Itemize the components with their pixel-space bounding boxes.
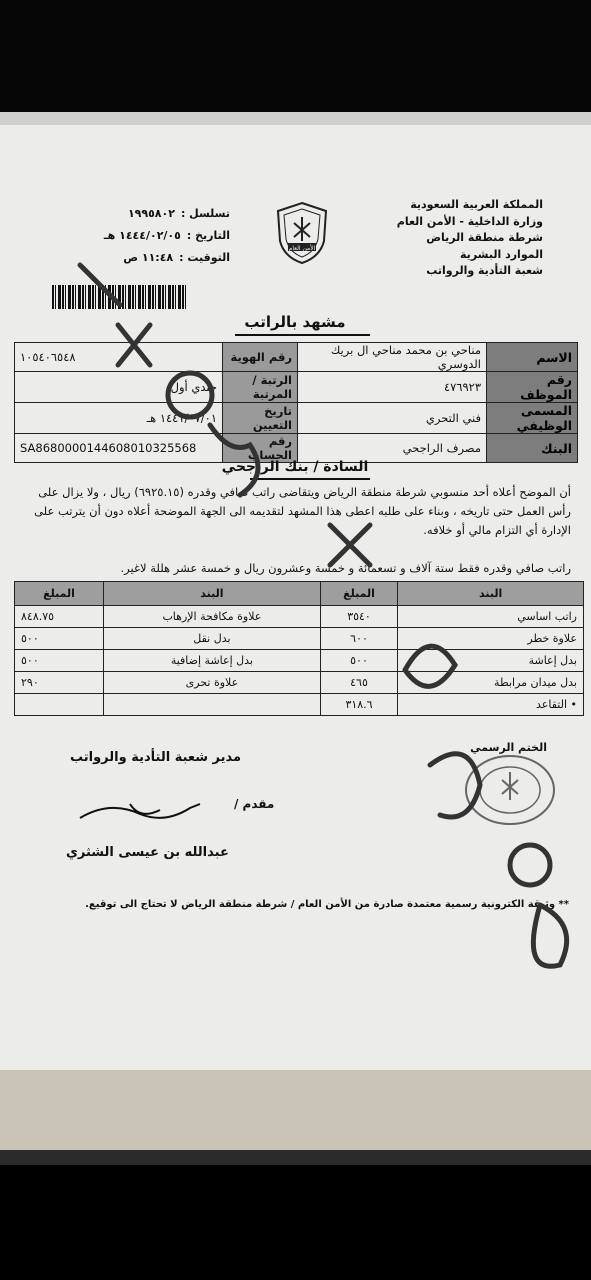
serial-label: تسلسل : [180, 207, 230, 220]
item-cell [104, 694, 321, 716]
employee-number-value: ٤٧٦٩٢٣ [298, 372, 487, 403]
hire-date-value: ١٤٤١/٠٧/٠١ هـ [15, 403, 223, 434]
addressee: السادة / بنك الراجحي [221, 459, 369, 475]
org-line: شعبة التأدية والرواتب [426, 264, 543, 277]
amount-cell: ٥٠٠ [320, 650, 398, 672]
photo-background-bottom [0, 1165, 591, 1280]
public-security-emblem-icon [272, 201, 332, 265]
emblem-text: الأمن العام [288, 245, 316, 252]
org-line: المملكة العربية السعودية [410, 198, 543, 211]
official-stamp-label: الختم الرسمي [470, 741, 547, 754]
date-value: ١٤٤٤/٠٢/٠٥ هـ [103, 229, 181, 242]
column-header-item: البند [398, 582, 584, 606]
amount-cell: ٥٠٠ [15, 650, 104, 672]
certificate-body: أن الموضح أعلاه أحد منسوبي شرطة منطقة الرياض ويتقاضى راتب صافي وقدره (٦٩٢٥.١٥) ريال ، ولا يزال على رأس العمل حتى تاريخه ، وبناء على طلبه اعطى هذا المشهد لتقديمه الى الجهة الموضحة أعلاه دون أن يترتب على الإدارة أي التزام مالي أو خلافه. [34, 485, 571, 537]
column-header-amount: المبلغ [15, 582, 104, 606]
time-label: التوقيت : [179, 251, 230, 264]
item-cell: بدل نقل [104, 628, 321, 650]
bank-value: مصرف الراجحي [298, 434, 487, 463]
rank-label: الرتبة / المرتبة [223, 372, 298, 403]
item-cell: بدل إعاشة [398, 650, 584, 672]
table-row [15, 628, 584, 650]
barcode [52, 285, 187, 309]
org-line: وزارة الداخلية - الأمن العام [396, 214, 543, 228]
org-line: الموارد البشرية [460, 247, 543, 261]
addressee-underline [250, 478, 370, 480]
column-header-item: البند [104, 582, 321, 606]
employee-info-table [14, 342, 578, 463]
amount-cell [15, 694, 104, 716]
organization-header [343, 197, 543, 280]
salary-certificate-document [0, 125, 591, 1070]
item-cell: علاوة تحرى [104, 672, 321, 694]
time-value: ١١:٤٨ ص [123, 251, 174, 264]
org-line: شرطة منطقة الرياض [426, 231, 543, 244]
job-title-label: المسمى الوظيفي [487, 403, 578, 434]
item-cell: • التقاعد [398, 694, 584, 716]
document-meta [80, 203, 230, 269]
rank-value: جندي أول [15, 372, 223, 403]
amount-cell: ٥٠٠ [15, 628, 104, 650]
job-title-value: فني التحري [298, 403, 487, 434]
id-value: ١٠٥٤٠٦٥٤٨ [15, 343, 223, 372]
amount-cell: ٨٤٨.٧٥ [15, 606, 104, 628]
amount-cell: ٣١٨.٦ [320, 694, 398, 716]
title-underline [235, 334, 370, 336]
manager-title: مدير شعبة التأدية والرواتب [70, 750, 242, 765]
hire-date-label: تاريخ التعيين [223, 403, 298, 434]
presented-by-label: مقدم / [234, 797, 275, 811]
document-title: مشهد بالراتب [244, 313, 346, 331]
table-row [15, 403, 578, 434]
amount-cell: ٣٥٤٠ [320, 606, 398, 628]
photo-background-top [0, 0, 591, 115]
column-header-amount: المبلغ [320, 582, 398, 606]
table-header-row [15, 582, 584, 606]
item-cell: بدل ميدان مرابطة [398, 672, 584, 694]
table-row [15, 672, 584, 694]
signature-icon [70, 790, 210, 830]
account-label: رقم الحساب [223, 434, 298, 463]
background-strip [0, 1150, 591, 1165]
table-row [15, 694, 584, 716]
official-stamp-icon [460, 750, 560, 830]
table-row [15, 606, 584, 628]
item-text: التقاعد [536, 698, 567, 711]
name-value: مناحي بن محمد مناحي ال بريك الدوسري [298, 343, 487, 372]
manager-name: عبدالله بن عيسى الشثري [66, 845, 229, 860]
table-row [15, 372, 578, 403]
item-cell: علاوة خطر [398, 628, 584, 650]
id-label: رقم الهوية [223, 343, 298, 372]
amount-in-words: راتب صافي وقدره فقط ستة آلاف و تسعمائة و خمسة وعشرون ريال و خمسة عشر هللة لاغير. [120, 561, 571, 575]
amount-cell: ٤٦٥ [320, 672, 398, 694]
name-label: الاسم [487, 343, 578, 372]
item-cell: راتب اساسي [398, 606, 584, 628]
serial-value: ١٩٩٥٨٠٢ [127, 207, 175, 220]
table-row [15, 343, 578, 372]
table-row [15, 650, 584, 672]
amount-cell: ٦٠٠ [320, 628, 398, 650]
footer-note: ** وثيقة الكترونية رسمية معتمدة صادرة من الأمن العام / شرطة منطقة الرياض لا تحتاج الى توقيع. [85, 899, 569, 910]
bank-label: البنك [487, 434, 578, 463]
item-cell: علاوة مكافحة الإرهاب [104, 606, 321, 628]
employee-number-label: رقم الموظف [487, 372, 578, 403]
item-cell: بدل إعاشة إضافية [104, 650, 321, 672]
salary-breakdown-table [14, 581, 584, 716]
account-value: SA8680000144608010325568 [15, 434, 223, 463]
date-label: التاريخ : [186, 229, 230, 242]
amount-cell: ٢٩٠ [15, 672, 104, 694]
